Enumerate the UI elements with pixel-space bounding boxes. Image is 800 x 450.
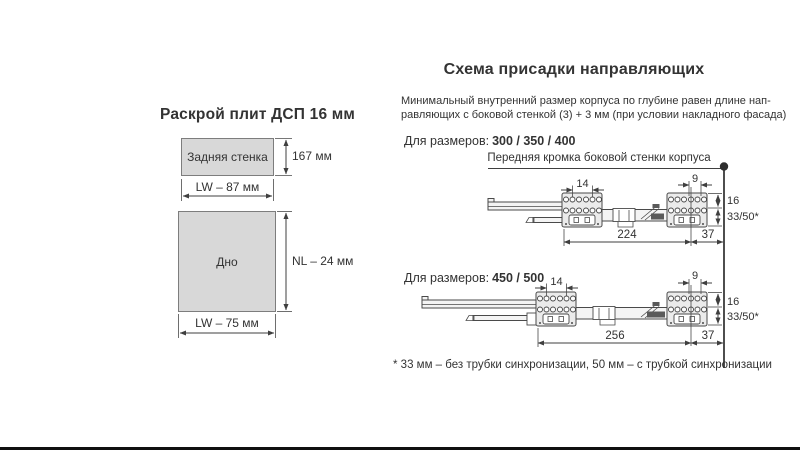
- dim-37-label-1: 37: [701, 229, 715, 241]
- dim-256-label: 256: [605, 330, 625, 342]
- dim-16-label-1: 16: [727, 195, 740, 207]
- back-wall-rect: [181, 138, 274, 176]
- dim-224-label: 224: [617, 229, 637, 241]
- bottom-board-height-dimension: [277, 212, 292, 312]
- slide-drawing-450-500: [422, 279, 723, 347]
- sizes-value-1: 300 / 350 / 400: [492, 134, 576, 148]
- sizes-line-1: [404, 134, 575, 148]
- back-wall-height-dimension: [275, 139, 292, 176]
- bottom-board-height-label: NL – 24 мм: [292, 254, 354, 268]
- cutting-title: Раскрой плит ДСП 16 мм: [160, 106, 356, 123]
- back-wall-width-label: LW – 87 мм: [195, 180, 260, 194]
- scheme-note-line2: равляющих с боковой стенкой (3) + 3 мм (при условии накладного фасада): [401, 109, 787, 121]
- footnote: * 33 мм – без трубки синхронизации, 50 мм – с трубкой синхронизации: [393, 359, 772, 371]
- dim-14-label-2: 14: [550, 276, 563, 288]
- sizes-label-2: Для размеров:: [404, 271, 490, 285]
- dim-3350-label-2: 33/50*: [727, 311, 759, 323]
- bottom-board-width-label: LW – 75 мм: [195, 316, 259, 330]
- bottom-board-label: Дно: [216, 254, 238, 269]
- sizes-line-2: [404, 271, 544, 285]
- dim-3350-label-1: 33/50*: [727, 211, 759, 223]
- dim-37-label-2: 37: [701, 330, 715, 342]
- front-edge-label: Передняя кромка боковой стенки корпуса: [487, 152, 711, 164]
- dim-14-label-1: 14: [576, 178, 589, 190]
- scheme-note-line1: Минимальный внутренний размер корпуса по глубине равен длине нап-: [401, 95, 771, 107]
- dim-heights-2: [708, 293, 722, 326]
- dim-heights-1: [708, 194, 722, 227]
- scheme-title: Схема присадки направляющих: [443, 61, 705, 78]
- sizes-label-1: Для размеров:: [404, 134, 490, 148]
- back-wall-label: Задняя стенка: [187, 150, 268, 164]
- dim-9-label-1: 9: [691, 173, 699, 185]
- slide-drawing-300-350-400: [488, 181, 723, 246]
- sizes-value-2: 450 / 500: [492, 271, 545, 285]
- bottom-board-rect: [178, 211, 276, 312]
- dim-9-label-2: 9: [691, 270, 699, 282]
- dim-16-label-2: 16: [727, 296, 740, 308]
- back-wall-height-label: 167 мм: [292, 149, 332, 163]
